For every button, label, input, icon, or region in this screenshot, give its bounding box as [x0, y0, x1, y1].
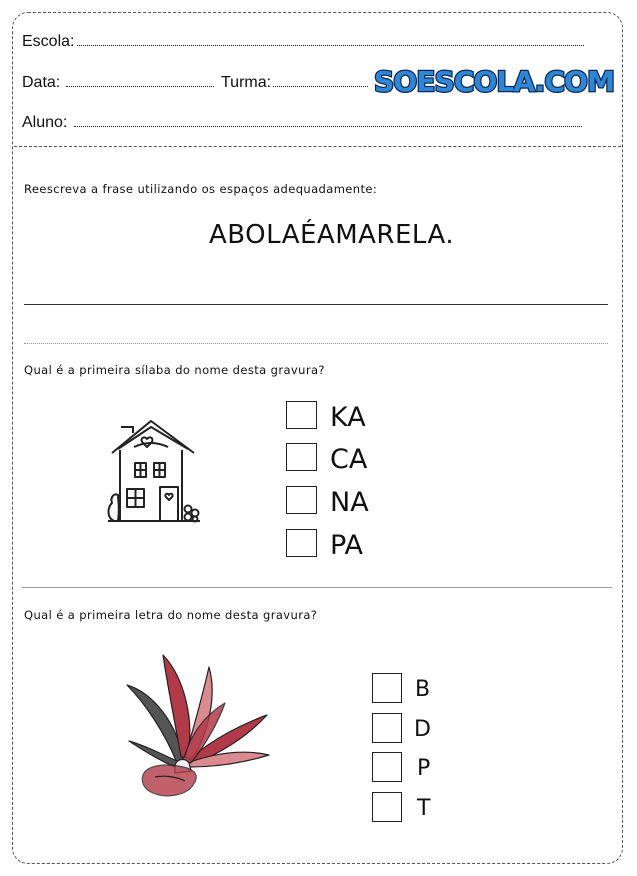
exercise2-option-label: CA: [330, 444, 368, 475]
date-field[interactable]: [66, 86, 214, 87]
exercise3-option-label: T: [417, 796, 431, 821]
exercise3-checkbox-d[interactable]: [372, 713, 402, 743]
exercise2-option-label: PA: [330, 530, 364, 561]
student-field[interactable]: [74, 126, 582, 127]
header-divider: [14, 146, 621, 147]
soescola-logo: [372, 64, 618, 98]
exercise3-option-label: D: [414, 717, 431, 742]
exercise2-checkbox-pa[interactable]: [286, 529, 317, 557]
exercise1-instruction: Reescreva a frase utilizando os espaços adequadamente:: [24, 182, 378, 196]
house-icon: [104, 417, 204, 525]
exercise2-divider: [22, 587, 612, 588]
exercise1-answer-line[interactable]: [24, 304, 608, 305]
class-label: Turma:: [221, 74, 272, 91]
exercise1-sentence: ABOLAÉAMARELA.: [209, 220, 455, 250]
exercise2-option-label: KA: [330, 402, 366, 433]
school-label: Escola:: [22, 33, 75, 50]
exercise1-divider: [24, 343, 608, 344]
school-field[interactable]: [77, 45, 584, 46]
exercise3-checkbox-p[interactable]: [372, 752, 402, 782]
exercise3-option-label: B: [415, 677, 431, 702]
exercise3-checkbox-b[interactable]: [372, 673, 402, 703]
exercise2-checkbox-ca[interactable]: [286, 443, 317, 471]
svg-text:SOESCOLA.COM: SOESCOLA.COM: [374, 65, 614, 98]
student-label: Aluno:: [22, 114, 68, 131]
exercise2-checkbox-ka[interactable]: [286, 401, 317, 429]
bromeliad-plant-icon: [125, 653, 275, 801]
exercise3-question: Qual é a primeira letra do nome desta gravura?: [24, 608, 318, 622]
date-label: Data:: [22, 74, 61, 91]
exercise2-option-label: NA: [330, 487, 369, 518]
class-field[interactable]: [273, 86, 368, 87]
exercise2-checkbox-na[interactable]: [286, 486, 317, 514]
exercise3-option-label: P: [417, 756, 431, 781]
exercise3-checkbox-t[interactable]: [372, 792, 402, 822]
exercise2-question: Qual é a primeira sílaba do nome desta gravura?: [24, 363, 325, 377]
